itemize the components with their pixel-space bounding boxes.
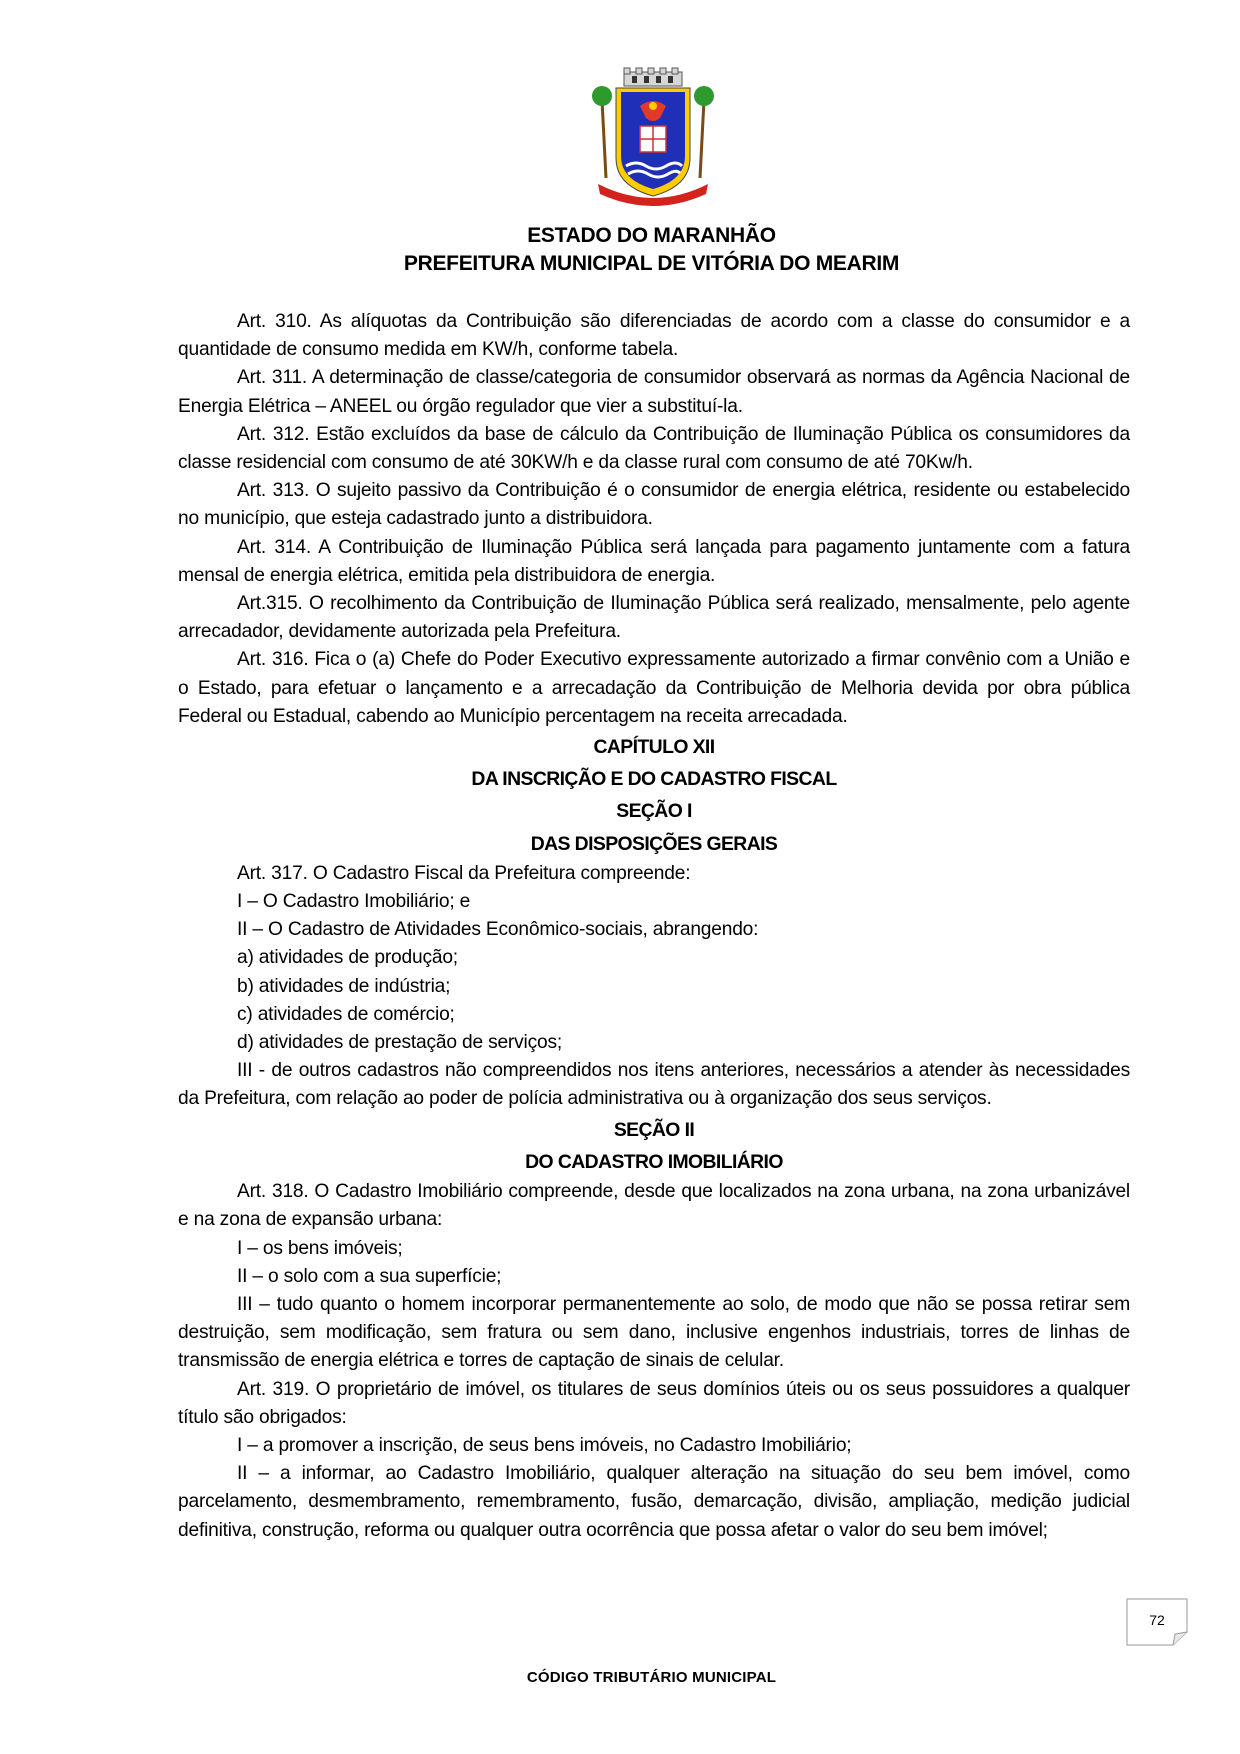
document-header — [0, 222, 1240, 278]
paragraph: Art. 311. A determinação de classe/categoria de consumidor observará as normas da Agência Nacional de Energia Elétrica – ANEEL ou órgão regulador que vier a substituí-la. — [178, 367, 1130, 417]
city-hall-title: PREFEITURA MUNICIPAL DE VITÓRIA DO MEARIM — [403, 252, 900, 275]
paragraph: I – O Cadastro Imobiliário; e — [237, 891, 471, 913]
paragraph: II – a informar, ao Cadastro Imobiliário, qualquer alteração na situação do seu bem imóvel, como parcelamento, desmembramento, remembramento, fusão, demarcação, divisão, ampliação, medição judicial definitiva, construção, reforma ou qualquer outra ocorrência que possa afetar o valor do seu bem imóvel; — [178, 1463, 1130, 1541]
paragraph: Art. 313. O sujeito passivo da Contribuição é o consumidor de energia elétrica, residente ou estabelecido no município, que esteja cadastrado junto a distribuidora. — [178, 480, 1130, 530]
paragraph: II – o solo com a sua superfície; — [237, 1265, 502, 1287]
paragraph: Art. 312. Estão excluídos da base de cálculo da Contribuição de Iluminação Pública os consumidores da classe residencial com consumo de até 30KW/h e da classe rural com consumo de até 70Kw/h. — [178, 423, 1130, 474]
section-heading: CAPÍTULO XII — [593, 736, 715, 759]
paragraph: I – a promover a inscrição, de seus bens imóveis, no Cadastro Imobiliário; — [237, 1434, 852, 1456]
section-heading: DA INSCRIÇÃO E DO CADASTRO FISCAL — [471, 768, 837, 791]
paragraph: Art. 310. As alíquotas da Contribuição são diferenciadas de acordo com a classe do consumidor e a quantidade de consumo medida em KW/h, conforme tabela. — [178, 311, 1130, 361]
section-heading: DO CADASTRO IMOBILIÁRIO — [525, 1150, 783, 1173]
page-number: 72 — [1149, 1612, 1165, 1628]
paragraph: a) atividades de produção; — [237, 947, 458, 969]
state-title: ESTADO DO MARANHÃO — [527, 224, 776, 247]
section-heading: DAS DISPOSIÇÕES GERAIS — [530, 832, 778, 855]
page-number-box — [1126, 1598, 1188, 1646]
paragraph: Art.315. O recolhimento da Contribuição de Iluminação Pública será realizado, mensalmente, pelo agente arrecadador, devidamente autorizada pela Prefeitura. — [178, 593, 1130, 643]
paragraph: Art. 316. Fica o (a) Chefe do Poder Executivo expressamente autorizado a firmar convênio com a União e o Estado, para efetuar o lançamento e a arrecadação da Contribuição de Melhoria devida por obra pública Federal ou Estadual, cabendo ao Município percentagem na receita arrecadada. — [178, 649, 1130, 727]
paragraph: b) atividades de indústria; — [237, 975, 451, 997]
paragraph: d) atividades de prestação de serviços; — [237, 1032, 562, 1054]
section-heading: SEÇÃO I — [616, 800, 692, 823]
paragraph: c) atividades de comércio; — [237, 1003, 455, 1025]
document-body — [178, 308, 1130, 1545]
municipal-coat-of-arms-icon — [588, 66, 718, 208]
document-footer: CÓDIGO TRIBUTÁRIO MUNICIPAL — [526, 1669, 777, 1686]
paragraph: III - de outros cadastros não compreendidos nos itens anteriores, necessários a atender às necessidades da Prefeitura, com relação ao poder de polícia administrativa ou à organização dos seus serviços. — [178, 1060, 1130, 1110]
paragraph: I – os bens imóveis; — [237, 1237, 403, 1259]
paragraph: III – tudo quanto o homem incorporar permanentemente ao solo, de modo que não se possa retirar sem destruição, sem modificação, sem fratura ou sem dano, inclusive engenhos industriais, torres de linhas de transmissão de energia elétrica e torres de captação de sinais de celular. — [178, 1293, 1130, 1372]
paragraph: Art. 314. A Contribuição de Iluminação Pública será lançada para pagamento juntamente com a fatura mensal de energia elétrica, emitida pela distribuidora de energia. — [178, 536, 1130, 586]
paragraph: II – O Cadastro de Atividades Econômico-sociais, abrangendo: — [237, 919, 759, 941]
paragraph: Art. 319. O proprietário de imóvel, os titulares de seus domínios úteis ou os seus possuidores a qualquer título são obrigados: — [178, 1378, 1130, 1428]
section-heading: SEÇÃO II — [613, 1118, 695, 1141]
paragraph: Art. 317. O Cadastro Fiscal da Prefeitura compreende: — [237, 862, 691, 884]
paragraph: Art. 318. O Cadastro Imobiliário compreende, desde que localizados na zona urbana, na zona urbanizável e na zona de expansão urbana: — [178, 1181, 1130, 1231]
